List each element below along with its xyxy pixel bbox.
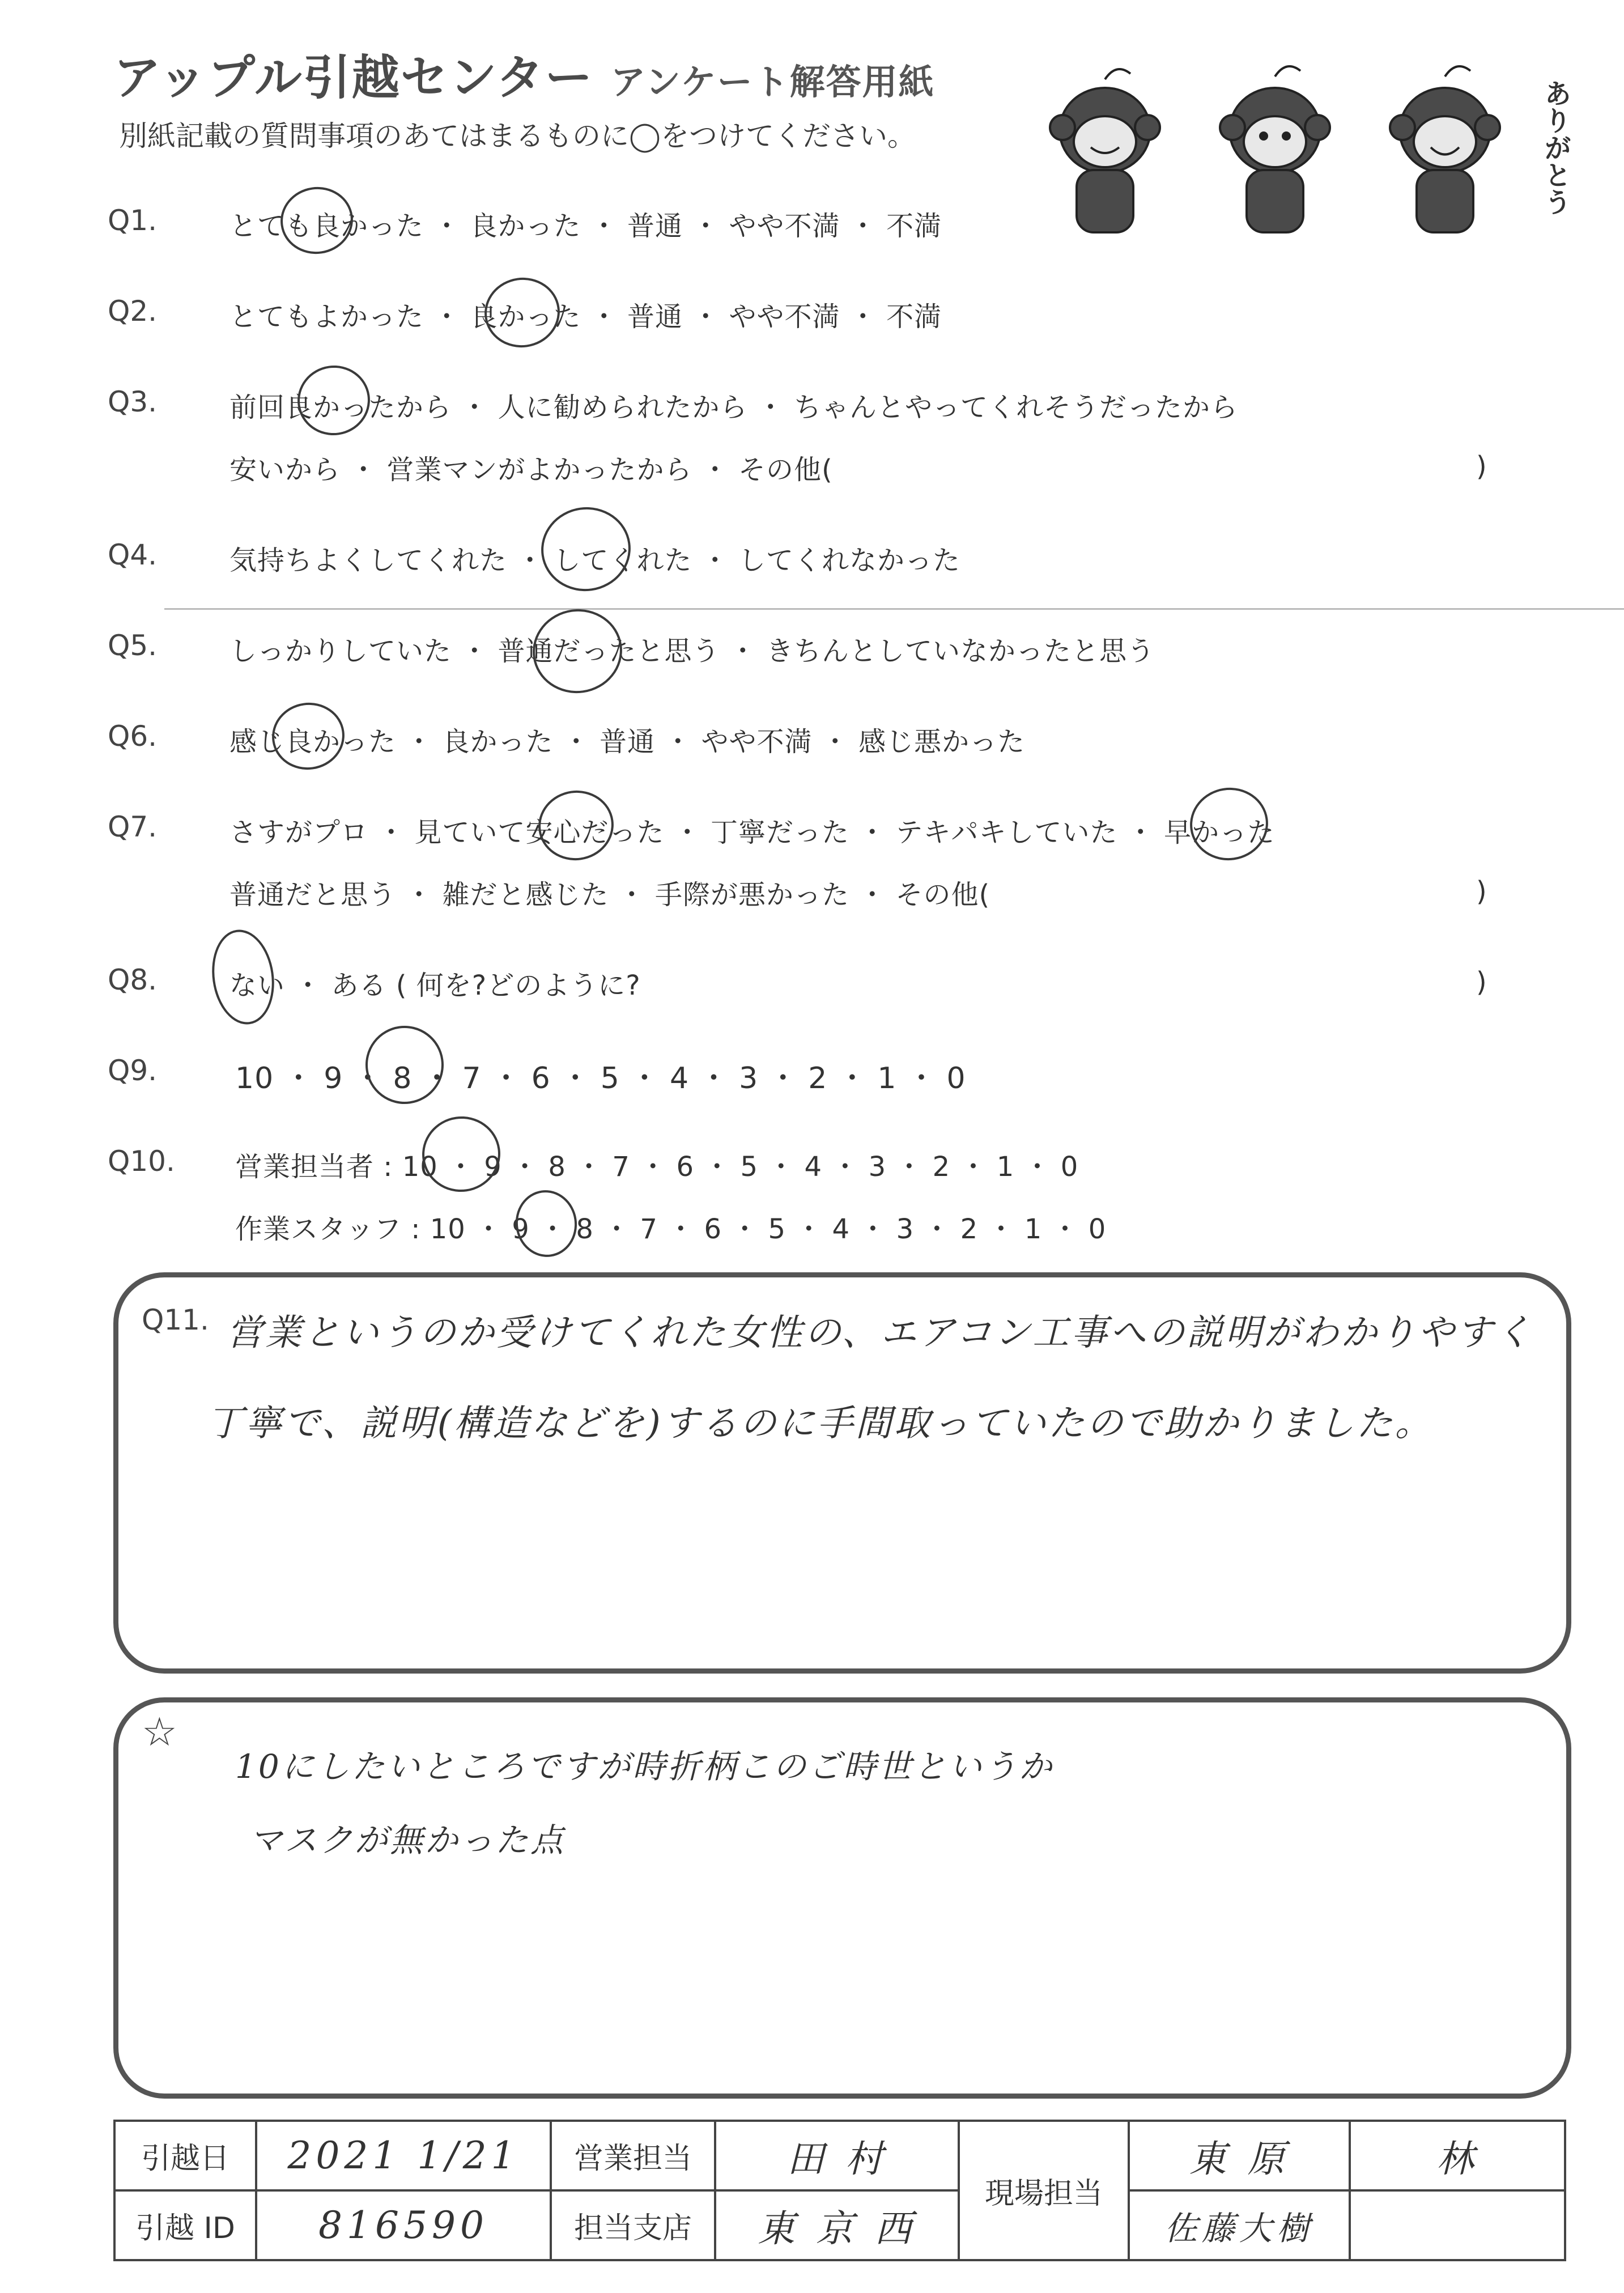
- form-title: [113, 40, 935, 108]
- answer-circle-q7-a: [534, 785, 618, 865]
- answer-circle-q7-b: [1185, 783, 1273, 865]
- q2-number: Q2.: [108, 295, 158, 328]
- q5-number: Q5.: [108, 629, 158, 662]
- q9-number: Q9.: [108, 1054, 158, 1087]
- q6-options: 感じ良かった ・ 良かった ・ 普通 ・ やや不満 ・ 感じ悪かった: [229, 726, 1026, 758]
- q7-number: Q7.: [108, 810, 158, 843]
- q7-close-paren: ): [1476, 876, 1487, 907]
- q7-options-line2: 普通だと思う ・ 雑だと感じた ・ 手際が悪かった ・ その他(: [229, 879, 990, 911]
- move-info-table: [113, 2120, 1566, 2261]
- move-date-value: 2021 1/21: [256, 2121, 551, 2190]
- star-icon: ☆: [142, 1709, 177, 1755]
- q4-options: 気持ちよくしてくれた ・ してくれた ・ してくれなかった: [229, 545, 961, 576]
- q8-number: Q8.: [108, 963, 158, 996]
- field-staff-label: 現場担当: [959, 2121, 1129, 2260]
- q4-number: Q4.: [108, 538, 158, 571]
- monkey-icon: [1390, 66, 1500, 232]
- answer-circle-q10-sales: [417, 1111, 505, 1197]
- field-staff-1: 東 原: [1129, 2121, 1350, 2190]
- q1-options: とても良かった ・ 良かった ・ 普通 ・ やや不満 ・ 不満: [229, 210, 942, 242]
- q10-staff-scale: 作業スタッフ : 10 ・ 9 ・ 8 ・ 7 ・ 6 ・ 5 ・ 4 ・ 3 ・ 2 ・ 1 ・ 0: [235, 1213, 1107, 1245]
- q11-label: Q11.: [142, 1303, 209, 1336]
- form-subtitle: アンケート解答用紙: [610, 61, 935, 103]
- monkey-icon: [1050, 69, 1160, 232]
- move-id-label: 引越 ID: [114, 2190, 256, 2260]
- answer-circle-q3: [293, 361, 375, 440]
- q3-options-line2: 安いから ・ 営業マンがよかったから ・ その他(: [229, 454, 833, 486]
- q11-handwriting-line2: 丁寧で、説明(構造などを)するのに手間取っていたので助かりました。: [207, 1403, 1434, 1445]
- answer-circle-q1: [276, 182, 357, 259]
- sales-rep-value: 田 村: [715, 2121, 959, 2190]
- answer-circle-q6: [267, 698, 348, 775]
- move-date-label: 引越日: [114, 2121, 256, 2190]
- q3-options-line1: 前回良かったから ・ 人に勧められたから ・ ちゃんとやってくれそうだったから: [229, 392, 1239, 423]
- branch-label: 担当支店: [551, 2190, 715, 2260]
- mascot-thanks-text: ありがとう: [1540, 79, 1571, 215]
- q3-close-paren: ): [1476, 451, 1487, 482]
- q10-sales-scale: 営業担当者 : 10 ・ 9 ・ 8 ・ 7 ・ 6 ・ 5 ・ 4 ・ 3 ・ 2 ・ 1 ・ 0: [235, 1151, 1079, 1183]
- answer-circle-q10-staff: [511, 1186, 581, 1261]
- q8-options: ない ・ ある ( 何を?どのように?: [229, 970, 641, 1001]
- answer-circle-q8: [206, 925, 280, 1028]
- q10-number: Q10.: [108, 1145, 175, 1178]
- q3-number: Q3.: [108, 385, 158, 418]
- sales-rep-label: 営業担当: [551, 2121, 715, 2190]
- branch-value: 東 京 西: [715, 2190, 959, 2260]
- answer-circle-q4: [535, 502, 636, 597]
- field-staff-4: [1350, 2190, 1565, 2260]
- answer-circle-q2: [480, 273, 564, 352]
- star-handwriting-line1: 10にしたいところですが時折柄このご時世というか: [235, 1747, 1055, 1786]
- q5-options: しっかりしていた ・ 普通だったと思う ・ きちんとしていなかったと思う: [229, 635, 1155, 667]
- move-id-value: 816590: [256, 2190, 551, 2260]
- company-name: アップル引越センター: [113, 50, 594, 105]
- q2-options: とてもよかった ・ 良かった ・ 普通 ・ やや不満 ・ 不満: [229, 301, 942, 333]
- q1-number: Q1.: [108, 204, 158, 237]
- monkey-icon: [1220, 66, 1330, 232]
- q8-close-paren: ): [1476, 966, 1487, 998]
- q6-number: Q6.: [108, 720, 158, 753]
- section-divider: [164, 608, 1624, 610]
- form-instruction: 別紙記載の質問事項のあてはまるものに◯をつけてください。: [119, 120, 916, 152]
- answer-circle-q5: [527, 604, 627, 699]
- monkey-mascots-illustration: [1043, 57, 1587, 249]
- star-handwriting-line2: マスクが無かった点: [249, 1821, 566, 1859]
- q9-scale: 10 ・ 9 ・ 8 ・ 7 ・ 6 ・ 5 ・ 4 ・ 3 ・ 2 ・ 1 ・ 0: [235, 1061, 966, 1095]
- q11-handwriting-line1: 営業というのか受けてくれた女性の、エアコン工事への説明がわかりやすく: [227, 1312, 1534, 1354]
- field-staff-2: 林: [1350, 2121, 1565, 2190]
- q7-options-line1: さすがプロ ・ 見ていて安心だった ・ 丁寧だった ・ テキパキしていた ・ 早かった: [229, 817, 1276, 848]
- field-staff-3: 佐藤大樹: [1129, 2190, 1350, 2260]
